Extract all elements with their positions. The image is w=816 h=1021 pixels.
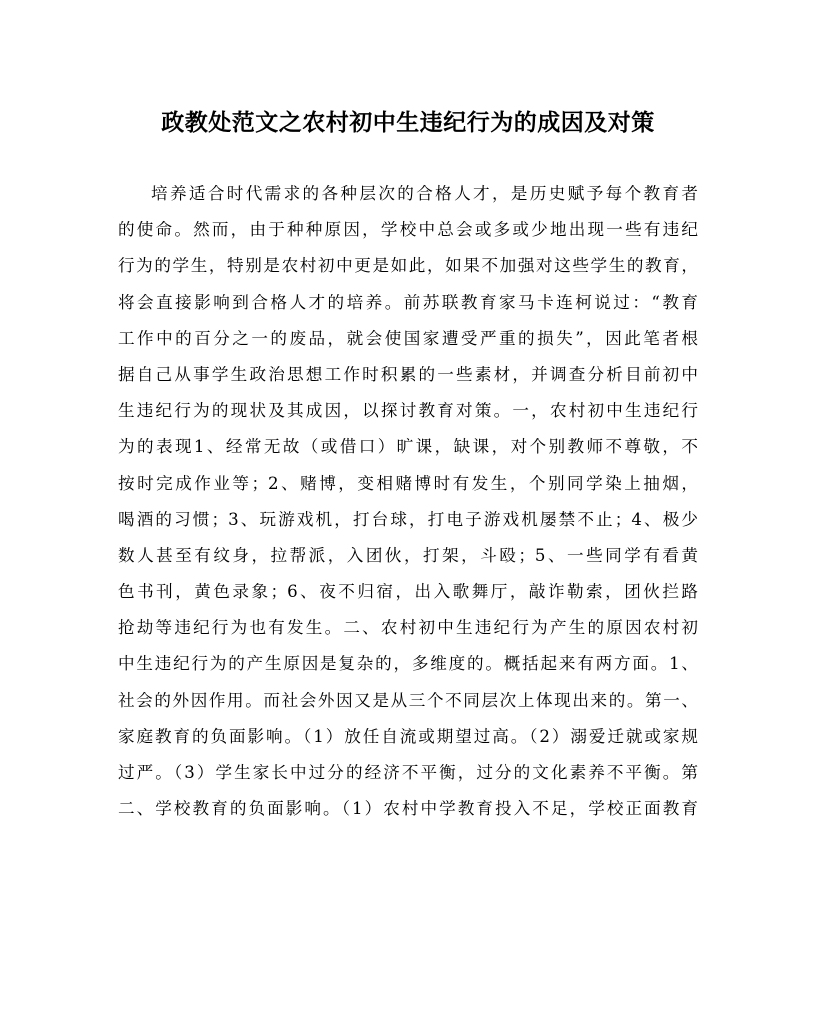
body-line: 的使命。然而，由于种种原因，学校中总会或多或少地出现一些有违纪	[118, 220, 698, 240]
body-line: 按时完成作业等；2、赌博，变相赌博时有发生，个别同学染上抽烟，	[118, 473, 698, 493]
body-line: 生违纪行为的现状及其成因，以探讨教育对策。一，农村初中生违纪行	[118, 401, 698, 421]
body-line: 喝酒的习惯；3、玩游戏机，打台球，打电子游戏机屡禁不止；4、极少	[118, 509, 698, 529]
body-line: 色书刊，黄色录象；6、夜不归宿，出入歌舞厅，敲诈勒索，团伙拦路	[118, 582, 698, 602]
body-line: 抢劫等违纪行为也有发生。二、农村初中生违纪行为产生的原因农村初	[118, 618, 698, 638]
body-line: 中生违纪行为的产生原因是复杂的，多维度的。概括起来有两方面。1、	[118, 654, 698, 674]
body-line: 为的表现1、经常无故（或借口）旷课，缺课，对个别教师不尊敬，不	[118, 437, 698, 457]
body-line: 家庭教育的负面影响。（1）放任自流或期望过高。（2）溺爱迁就或家规	[118, 726, 698, 746]
body-line: 社会的外因作用。而社会外因又是从三个不同层次上体现出来的。第一、	[118, 690, 698, 710]
body-line: 将会直接影响到合格人才的培养。前苏联教育家马卡连柯说过：“教育	[118, 292, 698, 312]
body-line: 过严。（3）学生家长中过分的经济不平衡，过分的文化素养不平衡。第	[118, 763, 698, 782]
document-title: 政教处范文之农村初中生违纪行为的成因及对策	[161, 109, 655, 136]
body-line: 工作中的百分之一的废品，就会使国家遭受严重的损失”，因此笔者根	[118, 328, 698, 348]
body-line: 培养适合时代需求的各种层次的合格人才，是历史赋予每个教育者	[151, 184, 698, 203]
document-body	[118, 176, 698, 827]
body-line: 据自己从事学生政治思想工作时积累的一些素材，并调查分析目前初中	[118, 364, 698, 384]
body-line: 二、学校教育的负面影响。（1）农村中学教育投入不足，学校正面教育	[118, 799, 698, 819]
body-line: 行为的学生，特别是农村初中更是如此，如果不加强对这些学生的教育，	[118, 256, 698, 276]
body-line: 数人甚至有纹身，拉帮派，入团伙，打架，斗殴；5、一些同学有看黄	[118, 545, 698, 565]
